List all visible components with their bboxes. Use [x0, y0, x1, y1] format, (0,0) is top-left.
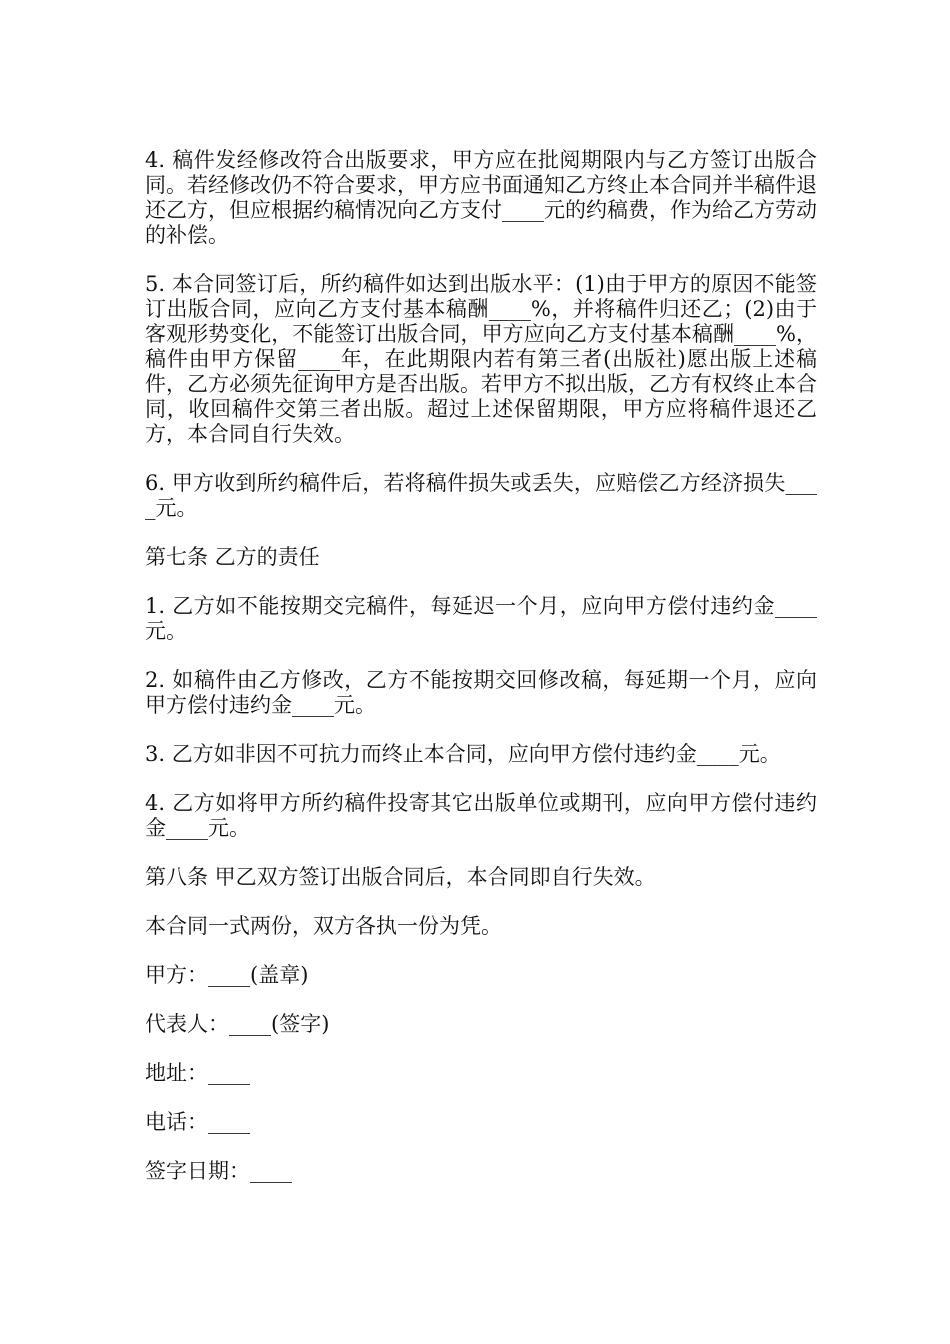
party-a-seal-line: 甲方：____(盖章) — [145, 963, 309, 987]
article-7-item-1: 1. 乙方如不能按期交完稿件，每延迟一个月，应向甲方偿付违约金____元。 — [145, 594, 817, 643]
representative-signature-line: 代表人：____(签字) — [145, 1012, 330, 1036]
phone-line: 电话：____ — [145, 1110, 250, 1134]
article-8-paragraph: 第八条 甲乙双方签订出版合同后，本合同即自行失效。 — [145, 865, 656, 889]
document-page — [145, 148, 817, 1208]
article-7-item-2: 2. 如稿件由乙方修改，乙方不能按期交回修改稿，每延期一个月，应向甲方偿付违约金____元。 — [145, 668, 817, 717]
clause-6-paragraph: 6. 甲方收到所约稿件后，若将稿件损失或丢失，应赔偿乙方经济损失____元。 — [145, 471, 817, 520]
clause-5-paragraph: 5. 本合同签订后，所约稿件如达到出版水平：(1)由于甲方的原因不能签订出版合同，应向乙方支付基本稿酬____%，并将稿件归还乙；(2)由于客观形势变化，不能签订出版合同，甲方应向乙方支付基本稿酬____%，稿件由甲方保留____年，在此期限内若有第三者(出版社)愿出版上述稿件，乙方必须先征询甲方是否出版。若甲方不拟出版，乙方有权终止本合同，收回稿件交第三者出版。超过上述保留期限，甲方应将稿件退还乙方，本合同自行失效。 — [145, 272, 817, 446]
article-7-item-4: 4. 乙方如将甲方所约稿件投寄其它出版单位或期刊，应向甲方偿付违约金____元。 — [145, 791, 817, 840]
copies-statement: 本合同一式两份，双方各执一份为凭。 — [145, 914, 502, 938]
clause-4-paragraph: 4. 稿件发经修改符合出版要求，甲方应在批阅期限内与乙方签订出版合同。若经修改仍不符合要求，甲方应书面通知乙方终止本合同并半稿件退还乙方，但应根据约稿情况向乙方支付____元的约稿费，作为给乙方劳动的补偿。 — [145, 148, 817, 247]
article-7-heading: 第七条 乙方的责任 — [145, 545, 320, 569]
address-line: 地址：____ — [145, 1061, 250, 1085]
signing-date-line: 签字日期：____ — [145, 1159, 292, 1183]
article-7-item-3: 3. 乙方如非因不可抗力而终止本合同，应向甲方偿付违约金____元。 — [145, 742, 781, 766]
